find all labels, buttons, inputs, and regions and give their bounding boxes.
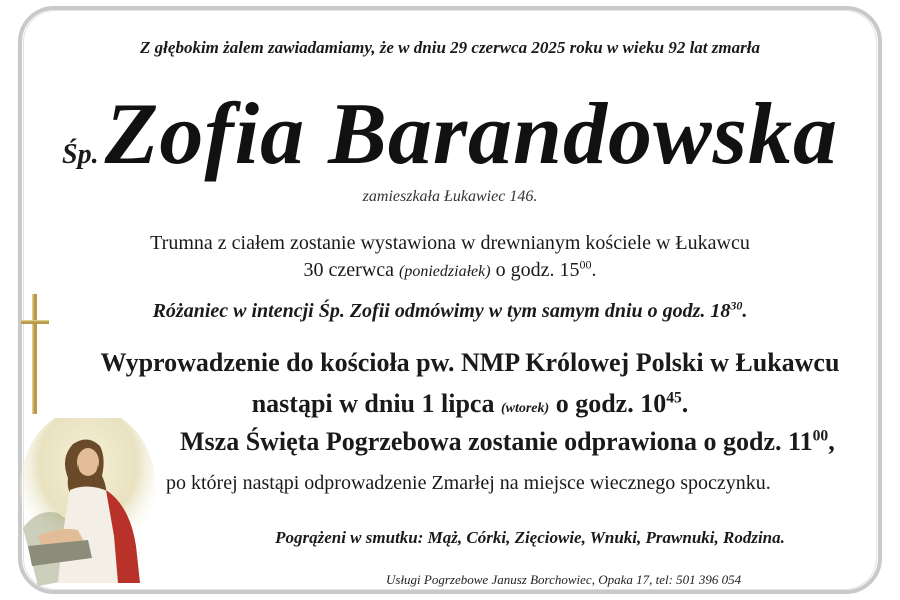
coffin-line-1: Trumna z ciałem zostanie wystawiona w drewnianym kościele w Łukawcu: [150, 232, 750, 254]
rosary-end: .: [742, 300, 748, 322]
mass-end: ,: [828, 427, 835, 456]
mass-text: Msza Święta Pogrzebowa zostanie odprawiona o godz. 11: [180, 427, 813, 456]
procession-weekday: (wtorek): [500, 401, 550, 416]
intro-text: Z głębokim żalem zawiadamiamy, że w dniu 29 czerwca 2025 roku w wieku 92 lat zmarła: [140, 38, 760, 57]
procession-time: o godz. 10: [549, 389, 667, 418]
coffin-weekday: (poniedziałek): [399, 263, 491, 280]
procession-line-1: Wyprowadzenie do kościoła pw. NMP Królowej Polski w Łukawcu: [100, 348, 840, 377]
rosary-time-minutes: 30: [730, 298, 743, 313]
rosary-text: Różaniec w intencji Śp. Zofii odmówimy w tym samym dniu o godz. 18: [152, 300, 731, 322]
procession-end: .: [681, 389, 689, 418]
coffin-time: o godz. 15: [490, 259, 580, 281]
procession-time-minutes: 45: [666, 389, 682, 407]
deceased-name: Zofia Barandowska: [104, 86, 838, 183]
mass-time-minutes: 00: [812, 427, 829, 445]
coffin-end: .: [591, 259, 597, 281]
procession-date: nastąpi w dniu 1 lipca: [251, 389, 501, 418]
coffin-time-minutes: 00: [579, 257, 592, 272]
cross-icon: [20, 292, 50, 416]
deceased-name-row: [0, 84, 900, 194]
rosary-line: [0, 300, 900, 323]
name-prefix: Śp.: [62, 139, 99, 170]
coffin-line-2: [0, 259, 900, 282]
mourners-text: Pogrążeni w smutku: Mąż, Córki, Zięciowie, Wnuki, Prawnuki, Rodzina.: [275, 528, 785, 547]
mass-line: [180, 427, 835, 457]
burial-text: po której nastąpi odprowadzenie Zmarłej na miejsce wiecznego spoczynku.: [166, 472, 771, 494]
residence-text: zamieszkała Łukawiec 146.: [362, 188, 538, 205]
procession-line-2: [20, 389, 900, 419]
jesus-image: [18, 418, 156, 588]
funeral-home-text: Usługi Pogrzebowe Janusz Borchowiec, Opaka 17, tel: 501 396 054: [386, 572, 742, 587]
coffin-date: 30 czerwca: [303, 259, 400, 281]
